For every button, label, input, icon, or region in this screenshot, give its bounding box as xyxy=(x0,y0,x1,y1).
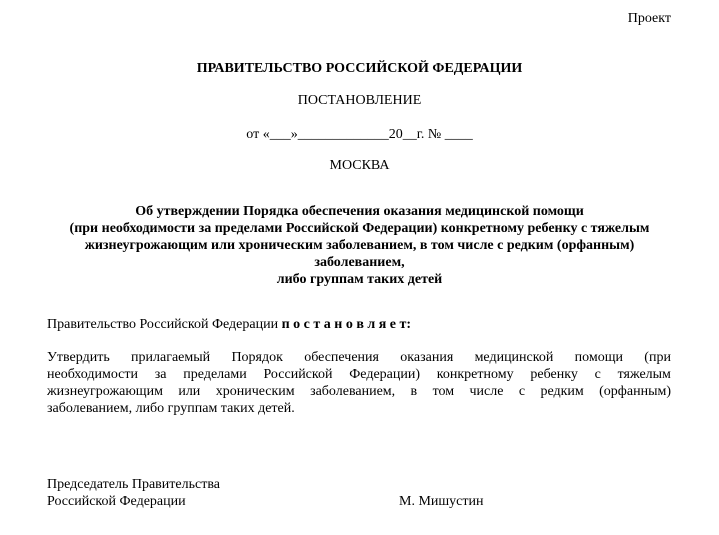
body-word: помощи xyxy=(574,350,623,365)
body-word: (при xyxy=(644,350,671,365)
body-word: или xyxy=(178,384,201,399)
resolution-body xyxy=(47,349,671,417)
body-word: оказания xyxy=(400,350,454,365)
date-number-line: от «___»_____________20__г. № ____ xyxy=(246,127,473,142)
body-word: тяжелым xyxy=(617,367,671,382)
body-word: числе xyxy=(469,384,504,399)
body-word: за xyxy=(154,367,167,382)
body-word: том xyxy=(432,384,455,399)
body-word: хроническим xyxy=(215,384,295,399)
subject-line: заболеванием, xyxy=(314,255,405,270)
subject-line: либо группам таких детей xyxy=(276,272,443,287)
city-name: МОСКВА xyxy=(329,158,390,173)
subject-line: Об утверждении Порядка обеспечения оказания медицинской помощи xyxy=(135,204,584,219)
preamble xyxy=(47,316,411,334)
body-line xyxy=(47,383,671,400)
body-word: в xyxy=(410,384,418,399)
signatory-position xyxy=(47,476,220,510)
body-word: Утвердить xyxy=(47,350,110,365)
government-title: ПРАВИТЕЛЬСТВО РОССИЙСКОЙ ФЕДЕРАЦИИ xyxy=(196,61,523,76)
decree-word: п о с т а н о в л я е т: xyxy=(281,317,412,332)
body-word: медицинской xyxy=(474,350,554,365)
body-word: Российской xyxy=(263,367,333,382)
body-word: обеспечения xyxy=(304,350,379,365)
body-word: заболеванием, xyxy=(310,384,396,399)
subject-line: (при необходимости за пределами Российской Федерации) конкретному ребенку с тяжелым xyxy=(69,221,650,236)
body-word: ребенку xyxy=(530,367,578,382)
document-subject xyxy=(0,203,719,288)
body-word: прилагаемый xyxy=(131,350,211,365)
subject-line: жизнеугрожающим или хроническим заболеванием, в том числе с редким (орфанным) xyxy=(84,238,635,253)
body-word: (орфанным) xyxy=(599,384,671,399)
body-word: необходимости xyxy=(47,367,139,382)
body-word: конкретному xyxy=(436,367,514,382)
body-word: с xyxy=(518,384,526,399)
body-line: заболеванием, либо группам таких детей. xyxy=(47,401,295,416)
body-word: Федерации) xyxy=(349,367,421,382)
body-line xyxy=(47,366,671,383)
body-word: Порядок xyxy=(231,350,283,365)
document-type: ПОСТАНОВЛЕНИЕ xyxy=(297,93,422,108)
body-word: редким xyxy=(540,384,584,399)
body-line xyxy=(47,349,671,366)
signatory-name: М. Мишустин xyxy=(399,494,484,509)
preamble-text: Правительство Российской Федерации xyxy=(47,317,282,332)
position-line: Председатель Правительства xyxy=(47,477,220,492)
draft-label: Проект xyxy=(627,11,671,26)
position-line: Российской Федерации xyxy=(47,494,186,509)
body-word: жизнеугрожающим xyxy=(47,384,163,399)
body-word: пределами xyxy=(183,367,247,382)
body-word: с xyxy=(594,367,601,382)
